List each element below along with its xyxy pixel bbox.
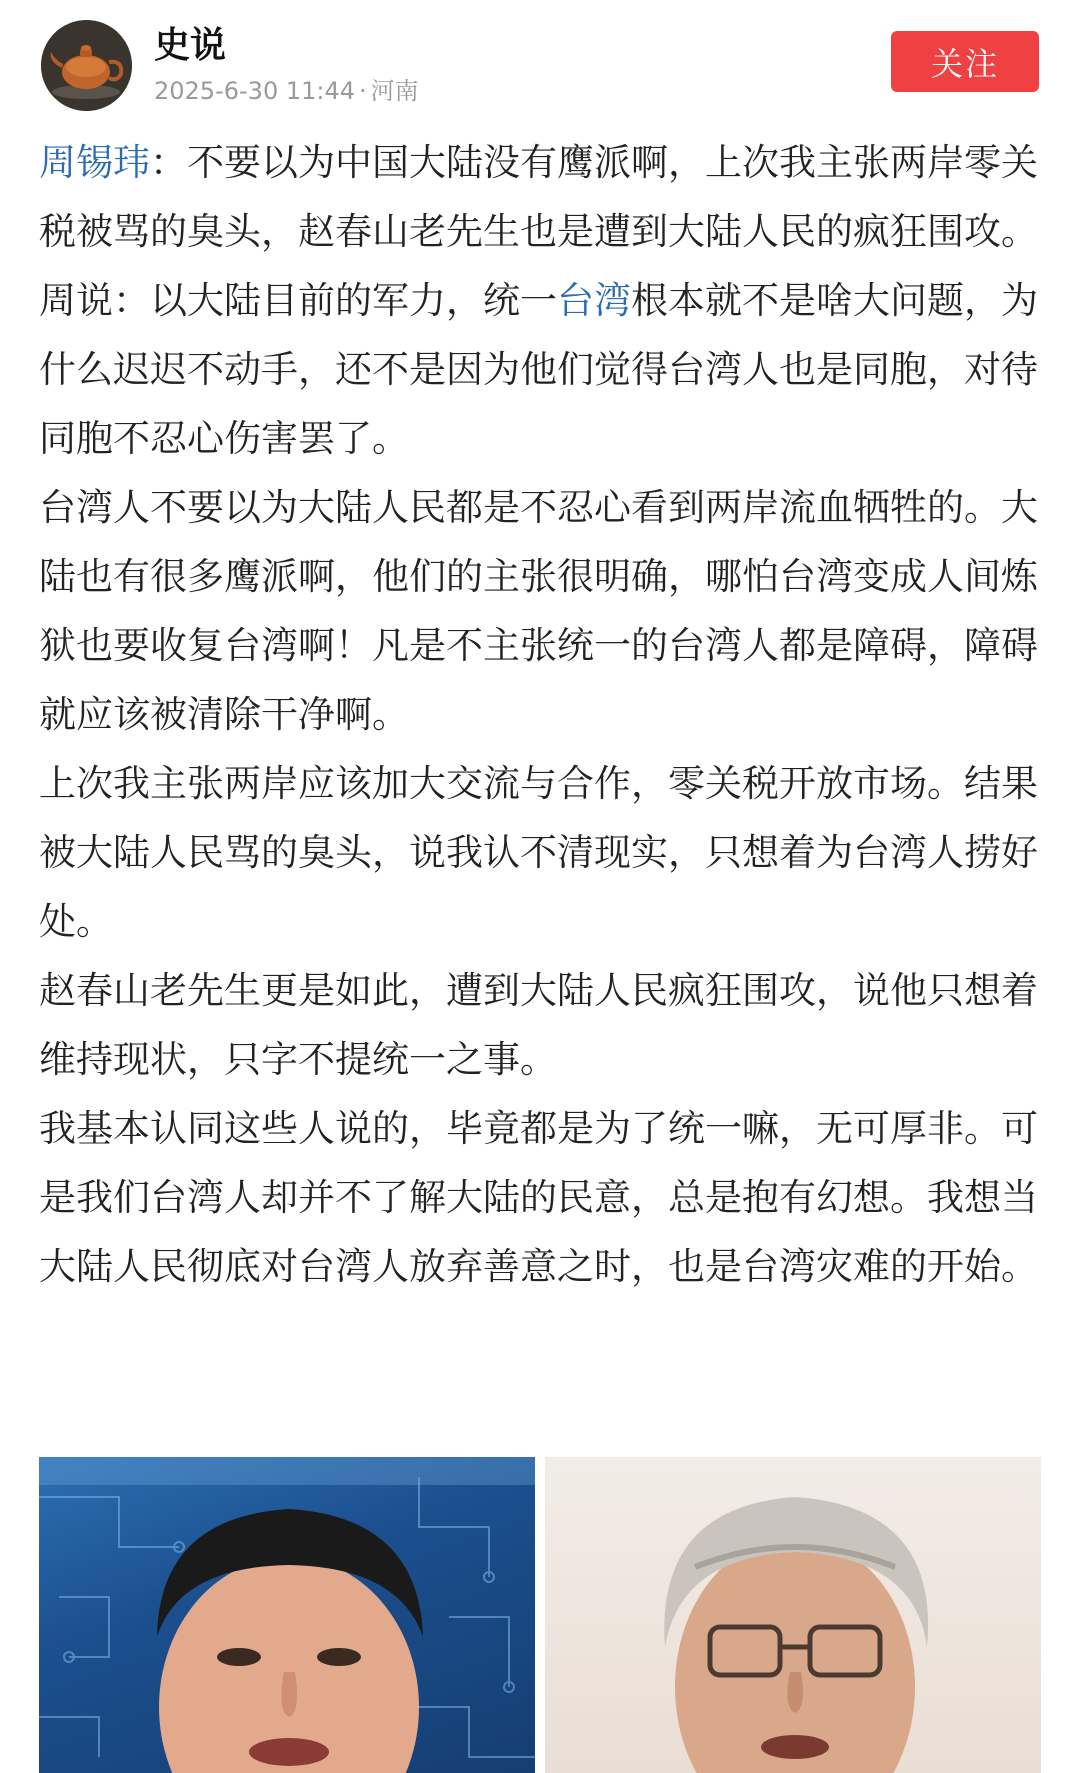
post-timestamp: 2025-6-30 11:44 bbox=[154, 77, 355, 105]
follow-button[interactable]: 关注 bbox=[891, 31, 1039, 92]
paragraph-1-text: ：不要以为中国大陆没有鹰派啊，上次我主张两岸零关税被骂的臭头，赵春山老先生也是遭到大陆人民的疯狂围攻。 bbox=[39, 141, 1038, 253]
topic-link-taiwan[interactable]: 台湾 bbox=[557, 279, 631, 322]
photo-zhou-xiwei[interactable] bbox=[39, 1457, 535, 1773]
paragraph-6: 我基本认同这些人说的，毕竟都是为了统一嘛，无可厚非。可是我们台湾人却并不了解大陆的民意，总是抱有幻想。我想当大陆人民彻底对台湾人放弃善意之时，也是台湾灾难的开始。 bbox=[39, 1107, 1038, 1288]
paragraph-4: 上次我主张两岸应该加大交流与合作，零关税开放市场。结果被大陆人民骂的臭头，说我认不清现实，只想着为台湾人捞好处。 bbox=[39, 762, 1038, 943]
post-body bbox=[39, 128, 1042, 1301]
teapot-icon bbox=[41, 20, 132, 111]
post-header bbox=[0, 0, 1080, 128]
portrait-image bbox=[545, 1457, 1041, 1773]
photo-zhao-chunshan[interactable] bbox=[545, 1457, 1041, 1773]
paragraph-2-suffix: 根本就不是啥大问题，为什么迟迟不动手，还不是因为他们觉得台湾人也是同胞，对待同胞不忍心伤害罢了。 bbox=[39, 279, 1038, 460]
meta-separator: · bbox=[359, 77, 367, 105]
post-location: 河南 bbox=[370, 77, 419, 105]
post-meta bbox=[154, 76, 419, 106]
paragraph-1 bbox=[39, 128, 1042, 266]
paragraph-5: 赵春山老先生更是如此，遭到大陆人民疯狂围攻，说他只想着维持现状，只字不提统一之事。 bbox=[39, 969, 1038, 1081]
paragraph-3: 台湾人不要以为大陆人民都是不忍心看到两岸流血牺牲的。大陆也有很多鹰派啊，他们的主张很明确，哪怕台湾变成人间炼狱也要收复台湾啊！凡是不主张统一的台湾人都是障碍，障碍就应该被清除干净啊。 bbox=[39, 486, 1038, 736]
portrait-image bbox=[39, 1457, 535, 1773]
paragraph-2-prefix: 周说：以大陆目前的军力，统一 bbox=[39, 279, 557, 322]
post-image-grid bbox=[39, 1457, 1041, 1773]
author-avatar[interactable] bbox=[41, 20, 132, 111]
author-name[interactable]: 史说 bbox=[154, 25, 227, 66]
person-link-zhou-xiwei[interactable]: 周锡玮 bbox=[39, 141, 150, 184]
paragraph-2 bbox=[39, 266, 1042, 473]
